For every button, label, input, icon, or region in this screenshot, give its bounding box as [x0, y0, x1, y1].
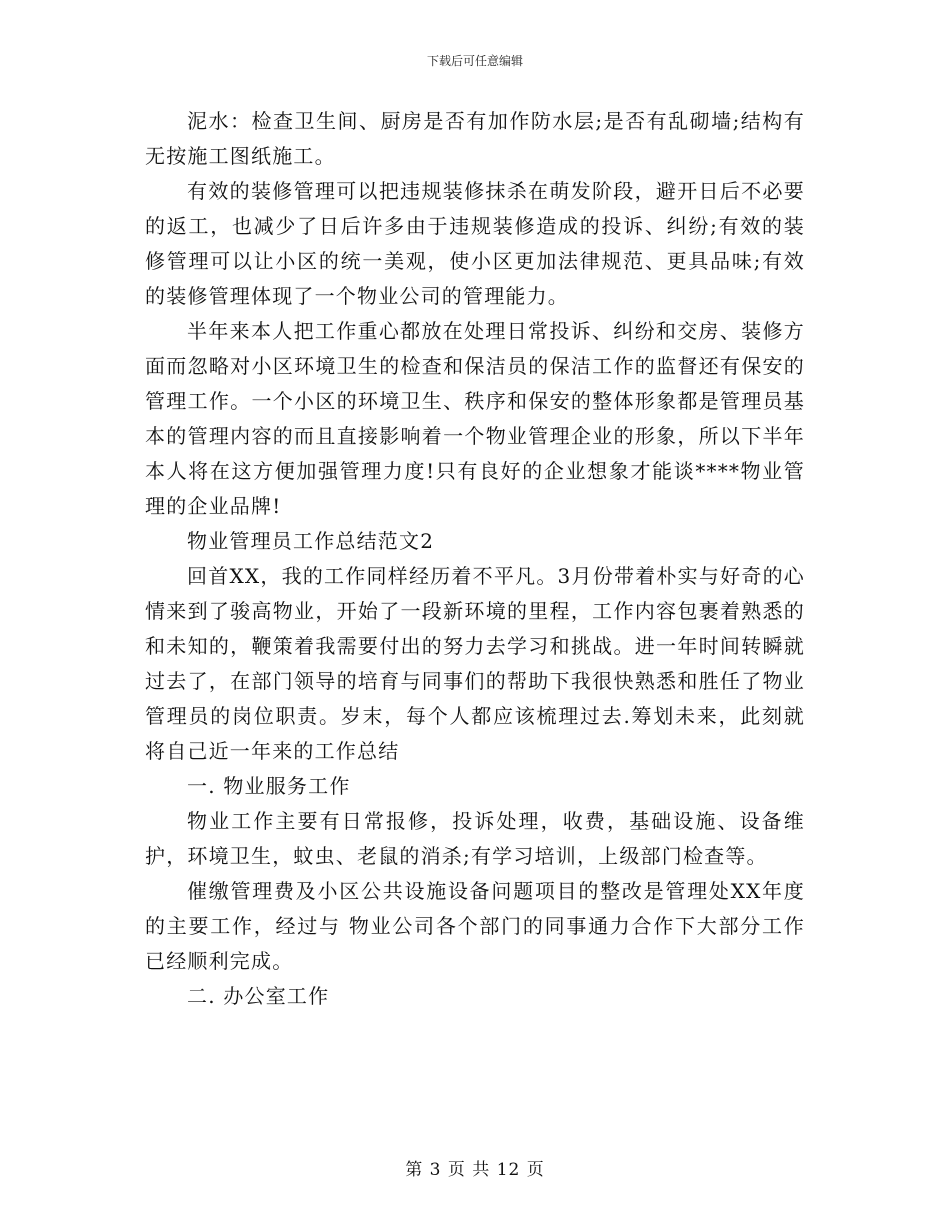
- paragraph-year-review: 回首XX，我的工作同样经历着不平凡。3月份带着朴实与好奇的心情来到了骏高物业，开始了一段新环境的里程，工作内容包裹着熟悉的和未知的，鞭策着我需要付出的努力去学习和挑战。进一年时间转瞬就过去了，在部门领导的培育与同事们的帮助下我很快熟悉和胜任了物业管理员的岗位职责。岁末，每个人都应该梳理过去.筹划未来，此刻就将自己近一年来的工作总结: [145, 564, 805, 763]
- heading-property-service-work: 一. 物业服务工作: [187, 774, 351, 798]
- page-number: 第 3 页 共 12 页: [405, 1160, 545, 1180]
- heading-office-work: 二. 办公室工作: [187, 984, 330, 1008]
- paragraph-property-duties: 物业工作主要有日常报修，投诉处理，收费，基础设施、设备维护，环境卫生，蚊虫、老鼠的消杀;有学习培训，上级部门检查等。: [145, 809, 805, 868]
- paragraph-renovation-management: 有效的装修管理可以把违规装修抹杀在萌发阶段，避开日后不必要的返工，也减少了日后许多由于违规装修造成的投诉、纠纷;有效的装修管理可以让小区的统一美观，使小区更加法律规范、更具品味;有效的装修管理体现了一个物业公司的管理能力。: [145, 179, 805, 308]
- paragraph-fee-collection: 催缴管理费及小区公共设施设备问题项目的整改是管理处XX年度的主要工作，经过与 物业公司各个部门的同事通力合作下大部分工作已经顺利完成。: [145, 879, 805, 973]
- section-title-summary-2: 物业管理员工作总结范文2: [187, 529, 435, 553]
- document-body: [145, 104, 805, 1014]
- page-header: 下载后可任意编辑: [426, 54, 523, 68]
- paragraph-waterproofing-check: 泥水：检查卫生间、厨房是否有加作防水层;是否有乱砌墙;结构有无按施工图纸施工。: [145, 109, 805, 168]
- paragraph-half-year-review: 半年来本人把工作重心都放在处理日常投诉、纠纷和交房、装修方面而忽略对小区环境卫生的检查和保洁员的保洁工作的监督还有保安的管理工作。一个小区的环境卫生、秩序和保安的整体形象都是管理员基本的管理内容的而且直接影响着一个物业管理企业的形象，所以下半年本人将在这方便加强管理力度!只有良好的企业想象才能谈****物业管理的企业品牌!: [145, 319, 805, 518]
